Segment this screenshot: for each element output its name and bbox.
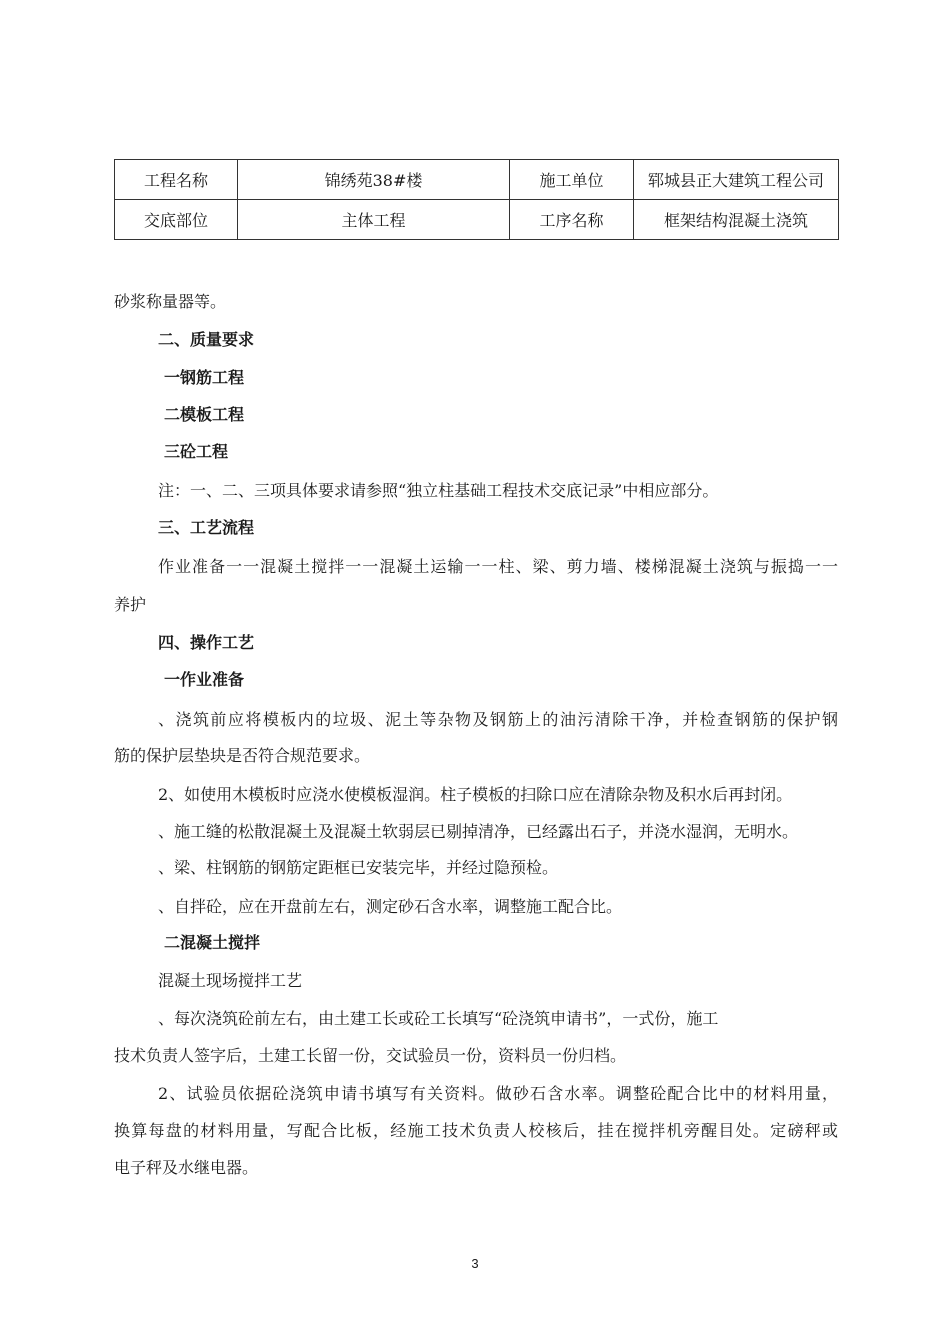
section-heading: 三、工艺流程 [158, 518, 255, 537]
project-info-table [114, 159, 839, 240]
body-text: 养护 [114, 595, 147, 614]
subsection-heading: 二模板工程 [164, 405, 245, 424]
body-text: 2、试验员依据砼浇筑申请书填写有关资料。做砂石含水率。调整砼配合比中的材料用量， [158, 1084, 838, 1103]
body-text: 技术负责人签字后，土建工长留一份，交试验员一份，资料员一份归档。 [114, 1046, 627, 1065]
process-name-value: 框架结构混凝土浇筑 [634, 200, 839, 240]
section-heading: 四、操作工艺 [158, 633, 255, 652]
body-text: 作业准备一一混凝土搅拌一一混凝土运输一一柱、梁、剪力墙、楼梯混凝土浇筑与振捣一一 [158, 557, 838, 576]
section-heading: 二、质量要求 [158, 330, 255, 349]
subsection-heading: 三砼工程 [164, 442, 229, 461]
project-name-label: 工程名称 [115, 160, 238, 200]
subsection-heading: 二混凝土搅拌 [164, 933, 261, 952]
contractor-label: 施工单位 [510, 160, 634, 200]
body-text: 、施工缝的松散混凝土及混凝土软弱层已剔掉清净，已经露出石子，并浇水湿润，无明水。 [158, 822, 799, 841]
body-text: 混凝土现场搅拌工艺 [158, 971, 303, 990]
briefing-part-label: 交底部位 [115, 200, 238, 240]
body-text: 筋的保护层垫块是否符合规范要求。 [114, 746, 371, 765]
briefing-part-value: 主体工程 [238, 200, 510, 240]
body-text: 、梁、柱钢筋的钢筋定距框已安装完毕，并经过隐预检。 [158, 858, 559, 877]
contractor-value: 郓城县正大建筑工程公司 [634, 160, 839, 200]
table-row [115, 200, 839, 240]
body-text: 砂浆称量器等。 [114, 292, 227, 311]
body-text: 电子秤及水继电器。 [114, 1158, 259, 1177]
process-name-label: 工序名称 [510, 200, 634, 240]
body-text: 、每次浇筑砼前左右，由土建工长或砼工长填写“砼浇筑申请书”，一式份，施工 [158, 1009, 719, 1028]
note-text: 注：一、二、三项具体要求请参照“独立柱基础工程技术交底记录”中相应部分。 [158, 481, 719, 500]
body-text: 换算每盘的材料用量，写配合比板，经施工技术负责人校核后，挂在搅拌机旁醒目处。定磅秤或 [114, 1121, 838, 1140]
subsection-heading: 一钢筋工程 [164, 368, 245, 387]
page-number: 3 [471, 1256, 479, 1271]
subsection-heading: 一作业准备 [164, 670, 245, 689]
body-text: 2、如使用木模板时应浇水使模板湿润。柱子模板的扫除口应在清除杂物及积水后再封闭。 [158, 785, 793, 804]
body-text: 、浇筑前应将模板内的垃圾、泥土等杂物及钢筋上的油污清除干净，并检查钢筋的保护钢 [158, 710, 838, 729]
table-row [115, 160, 839, 200]
project-name-value: 锦绣苑38#楼 [238, 160, 510, 200]
body-text: 、自拌砼，应在开盘前左右，测定砂石含水率，调整施工配合比。 [158, 897, 623, 916]
